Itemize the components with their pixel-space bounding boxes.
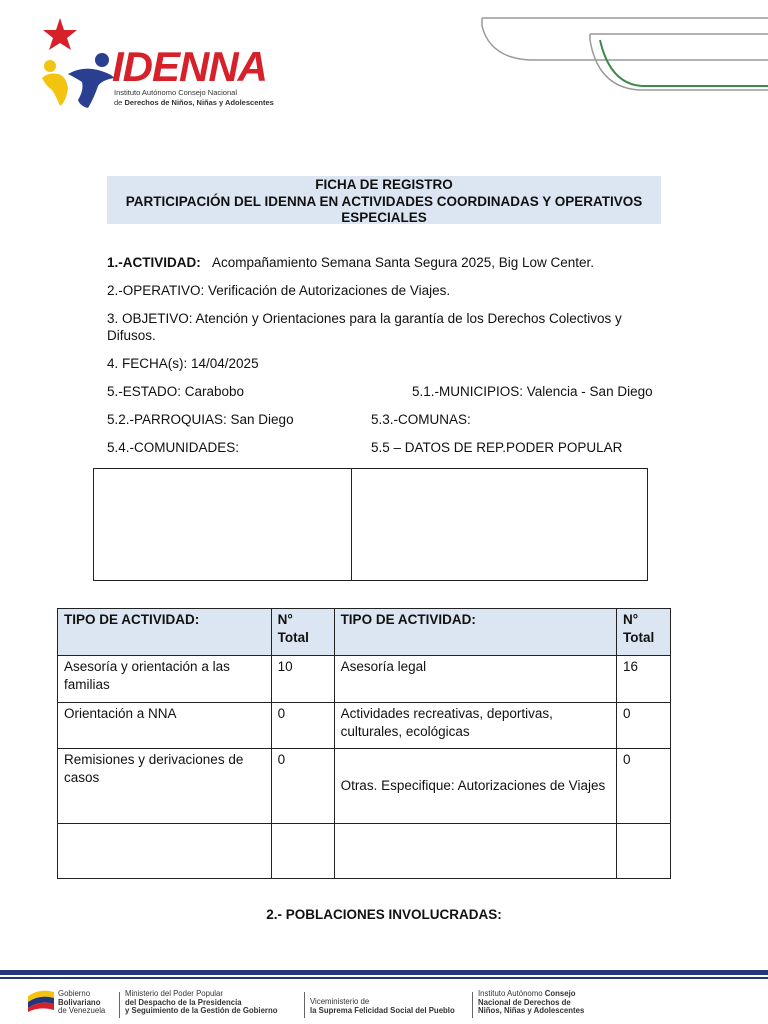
header-total-1: N° Total <box>271 609 334 656</box>
footer-rule <box>0 970 768 975</box>
community-data-box <box>93 468 648 581</box>
table-cell: Remisiones y derivaciones de casos <box>58 749 272 824</box>
logo-subtitle: Instituto Autónomo Consejo Nacional <box>114 88 237 97</box>
footer-separator <box>472 992 473 1018</box>
table-row <box>58 703 671 749</box>
field-datos-rep: 5.5 – DATOS DE REP.PODER POPULAR <box>371 440 623 455</box>
table-cell: 0 <box>617 703 671 749</box>
table-cell: 0 <box>271 703 334 749</box>
footer-separator <box>304 992 305 1018</box>
table-cell <box>271 824 334 879</box>
footer-separator <box>119 992 120 1018</box>
header-tipo-actividad-1: TIPO DE ACTIVIDAD: <box>58 609 272 656</box>
table-cell: 0 <box>617 749 671 824</box>
table-cell: Otras. Especifique: Autorizaciones de Viajes <box>334 749 616 824</box>
table-row <box>58 656 671 703</box>
title-line-3: ESPECIALES <box>341 210 427 225</box>
table-cell: Asesoría legal <box>334 656 616 703</box>
field-actividad <box>107 254 594 271</box>
field-fecha: 4. FECHA(s): 14/04/2025 <box>107 356 259 371</box>
venezuela-flag-icon <box>26 986 56 1012</box>
table-row <box>58 749 671 824</box>
header-decoration <box>470 0 768 110</box>
table-cell <box>58 824 272 879</box>
footer-instituto: Instituto Autónomo Consejo Nacional de Derechos de Niños, Niñas y Adolescentes <box>478 989 585 1016</box>
field-objetivo: 3. OBJETIVO: Atención y Orientaciones para la garantía de los Derechos Colectivos y Difusos. <box>107 311 622 343</box>
field-operativo: 2.-OPERATIVO: Verificación de Autorizaciones de Viajes. <box>107 283 451 298</box>
table-cell: 10 <box>271 656 334 703</box>
field-comunidades: 5.4.-COMUNIDADES: <box>107 440 240 455</box>
actividad-label: 1.-ACTIVIDAD: <box>107 255 201 270</box>
footer-ministerio: Ministerio del Poder Popular del Despacho de la Presidencia y Seguimiento de la Gestión de Gobierno <box>125 989 278 1016</box>
box-divider <box>351 469 352 580</box>
field-municipios: 5.1.-MUNICIPIOS: Valencia - San Diego <box>412 384 653 399</box>
footer-gobierno: Gobierno Bolivariano de Venezuela <box>58 989 106 1016</box>
header-tipo-actividad-2: TIPO DE ACTIVIDAD: <box>334 609 616 656</box>
activity-table <box>57 608 671 879</box>
table-cell: Actividades recreativas, deportivas, culturales, ecológicas <box>334 703 616 749</box>
form-title <box>107 176 661 224</box>
table-cell: 16 <box>617 656 671 703</box>
idenna-logo <box>38 16 308 112</box>
table-cell: Orientación a NNA <box>58 703 272 749</box>
table-cell: 0 <box>271 749 334 824</box>
table-cell: Asesoría y orientación a las familias <box>58 656 272 703</box>
idenna-emblem-icon <box>38 16 118 112</box>
field-parroquias: 5.2.-PARROQUIAS: San Diego <box>107 412 294 427</box>
header-total-2: N° Total <box>617 609 671 656</box>
section-poblaciones: 2.- POBLACIONES INVOLUCRADAS: <box>266 907 502 922</box>
table-row <box>58 824 671 879</box>
logo-wordmark: IDENNA <box>112 43 268 90</box>
table-cell <box>334 824 616 879</box>
footer-rule-thin <box>0 977 768 979</box>
title-line-1: FICHA DE REGISTRO <box>315 177 453 192</box>
footer-viceministerio: Viceministerio de la Suprema Felicidad Social del Pueblo <box>310 997 455 1015</box>
table-header-row <box>58 609 671 656</box>
actividad-value: Acompañamiento Semana Santa Segura 2025, Big Low Center. <box>212 255 595 270</box>
field-comunas: 5.3.-COMUNAS: <box>371 412 471 427</box>
field-estado: 5.-ESTADO: Carabobo <box>107 384 245 399</box>
table-cell <box>617 824 671 879</box>
title-line-2: PARTICIPACIÓN DEL IDENNA EN ACTIVIDADES COORDINADAS Y OPERATIVOS <box>125 193 643 209</box>
logo-subtitle-2: de Derechos de Niños, Niñas y Adolescentes <box>114 98 274 107</box>
